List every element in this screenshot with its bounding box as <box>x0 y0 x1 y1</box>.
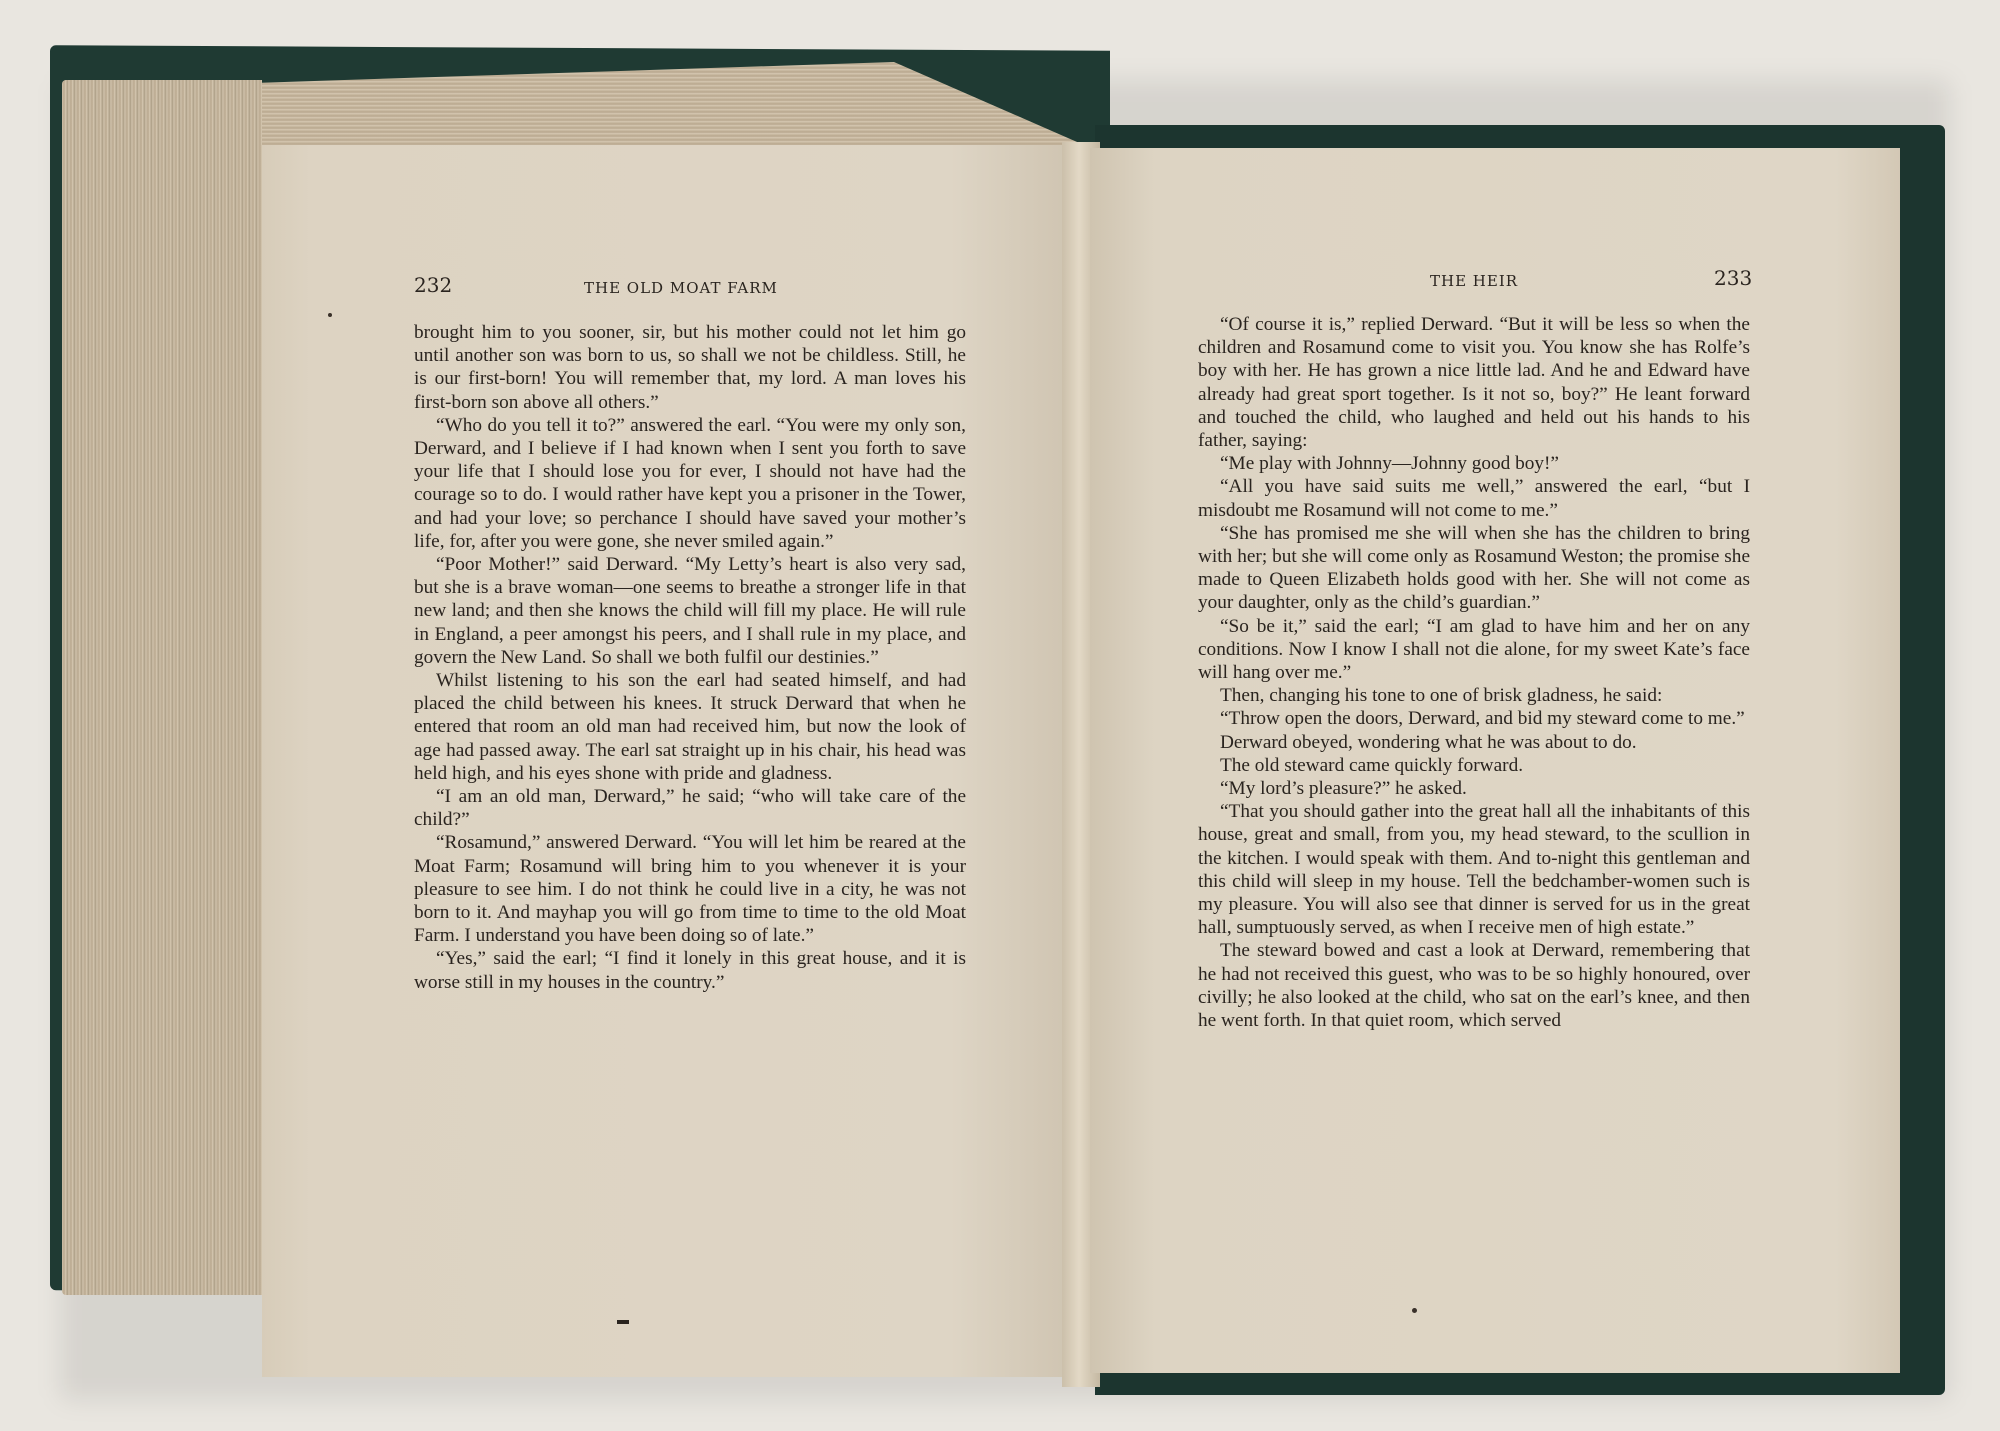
running-head-right: THE HEIR <box>1430 272 1519 290</box>
paragraph: “So be it,” said the earl; “I am glad to have him and her on any conditions. Now I know I shall not die alone, for my sweet Kate’s face will hang over me.” <box>1198 615 1750 684</box>
ink-speck <box>328 313 332 317</box>
left-page <box>262 145 1072 1377</box>
paragraph: “Poor Mother!” said Derward. “My Letty’s heart is also very sad, but she is a brave woman—one seems to breathe a stronger life in that new land; and then she knows the child will fill my place. He will rule in England, a peer amongst his peers, and I shall rule in my place, and govern the New Land. So shall we both fulfil our destinies.” <box>414 554 966 668</box>
page-block-fore-edge <box>62 80 262 1295</box>
paragraph: “All you have said suits me well,” answered the earl, “but I misdoubt me Rosamund will not come to me.” <box>1198 476 1750 521</box>
right-page-text <box>1198 313 1750 1032</box>
paragraph: “Rosamund,” answered Derward. “You will let him be reared at the Moat Farm; Rosamund will bring him to you whenever it is your pleasure to see him. I do not think he could live in a city, he was not born to it. And mayhap you will go from time to time to the old Moat Farm. I understand you have been doing so of late.” <box>414 832 966 947</box>
paragraph: “Yes,” said the earl; “I find it lonely in this great house, and it is worse still in my houses in the country.” <box>414 948 966 993</box>
paragraph: “I am an old man, Derward,” he said; “who will take care of the child?” <box>414 786 966 831</box>
page-number-right: 233 <box>1714 266 1753 290</box>
ink-speck <box>1412 1308 1417 1313</box>
paragraph: “My lord’s pleasure?” he asked. <box>1220 778 1467 800</box>
running-head-left: THE OLD MOAT FARM <box>584 279 778 297</box>
paragraph: “Throw open the doors, Derward, and bid my steward come to me.” <box>1220 708 1745 730</box>
left-page-text <box>414 321 966 994</box>
paragraph: Whilst listening to his son the earl had seated himself, and had placed the child between his knees. It struck Derward that when he entered that room an old man had received him, but now the look of age had passed away. The earl sat straight up in his chair, his head was held high, and his eyes shone with pride and gladness. <box>414 670 966 784</box>
paragraph: “Of course it is,” replied Derward. “But it will be less so when the children and Rosamund come to visit you. You know she has Rolfe’s boy with her. He has grown a nice little lad. And he and Edward have already had great sport together. Is it not so, boy?” He leant forward and touched the child, who laughed and held out his hands to his father, saying: <box>1198 314 1750 452</box>
paragraph: Then, changing his tone to one of brisk gladness, he said: <box>1220 685 1663 707</box>
paragraph: “She has promised me she will when she has the children to bring with her; but she will come only as Rosamund Weston; the promise she made to Queen Elizabeth holds good with her. She will not come as your daughter, only as the child’s guardian.” <box>1198 522 1750 614</box>
paragraph: “Me play with Johnny—Johnny good boy!” <box>1220 453 1559 475</box>
paragraph: The old steward came quickly forward. <box>1220 754 1524 776</box>
paragraph: brought him to you sooner, sir, but his mother could not let him go until another son was born to us, so shall we not be childless. Still, he is our first-born! You will remember that, my lord. A man loves his first-born son above all others.” <box>414 322 966 413</box>
right-page <box>1090 148 1900 1373</box>
paragraph: “Who do you tell it to?” answered the earl. “You were my only son, Derward, and I believe if I had known when I sent you forth to save your life that I should lose you for ever, I should not have had the courage so to do. I would rather have kept you a prisoner in the Tower, and had your love; so perchance I should have saved your mother’s life, for, after you were gone, she never smiled again.” <box>414 414 966 552</box>
paragraph: The steward bowed and cast a look at Derward, remembering that he had not received this guest, who was to be so highly honoured, over civilly; he also looked at the child, who sat on the earl’s knee, and then he went forth. In that quiet room, which served <box>1198 940 1750 1032</box>
paragraph: Derward obeyed, wondering what he was about to do. <box>1220 731 1637 753</box>
ink-mark <box>617 1320 629 1324</box>
paragraph: “That you should gather into the great hall all the inhabitants of this house, great and small, from you, my head steward, to the scullion in the kitchen. I would speak with them. And to-night this gentleman and this child will sleep in my house. Tell the bedchamber-women such is my pleasure. You will also see that dinner is served for us in the great hall, sumptuously served, as when I receive men of high estate.” <box>1198 801 1750 939</box>
page-number-left: 232 <box>414 273 453 297</box>
